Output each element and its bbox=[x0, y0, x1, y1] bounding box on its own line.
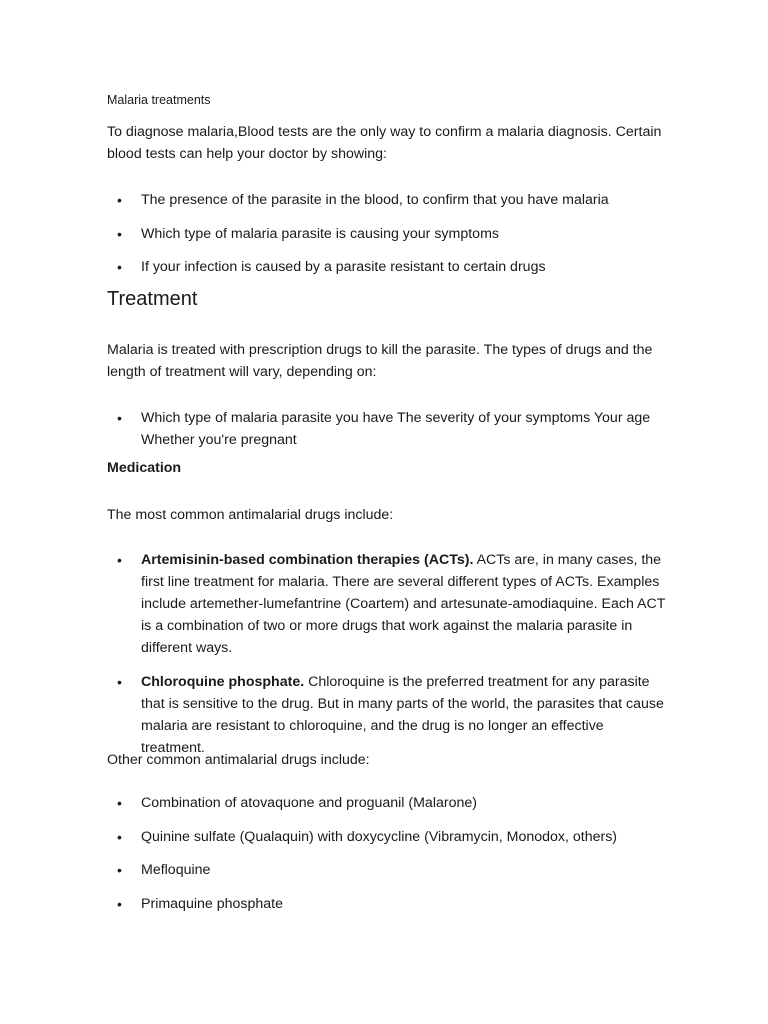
list-item bbox=[107, 223, 667, 245]
bullet-icon: • bbox=[117, 828, 122, 845]
bullet-icon: • bbox=[117, 674, 122, 690]
bullet-icon: • bbox=[117, 192, 122, 208]
common-drugs-intro: The most common antimalarial drugs include: bbox=[107, 507, 394, 523]
list-item-text: Which type of malaria parasite is causing your symptoms bbox=[141, 225, 499, 242]
list-item-text: Which type of malaria parasite you have The severity of your symptoms Your age Whether you're pregnant bbox=[141, 410, 651, 448]
intro-paragraph: To diagnose malaria,Blood tests are the only way to confirm a malaria diagnosis. Certain blood tests can help your doctor by showing: bbox=[107, 124, 662, 162]
list-item-text: The presence of the parasite in the blood, to confirm that you have malaria bbox=[141, 192, 609, 208]
medication-heading: Medication bbox=[107, 460, 182, 476]
common-drugs-list bbox=[107, 549, 667, 759]
bullet-icon: • bbox=[117, 862, 122, 878]
other-drugs-list bbox=[107, 792, 667, 915]
drug-name: Artemisinin-based combination therapies (ACTs). bbox=[141, 552, 474, 568]
list-item bbox=[107, 792, 667, 814]
list-item-text: Mefloquine bbox=[141, 862, 211, 878]
list-item bbox=[107, 549, 667, 659]
list-item bbox=[107, 893, 667, 915]
list-item bbox=[107, 256, 667, 278]
diagnosis-list bbox=[107, 189, 667, 278]
drug-description: ACTs are, in many cases, the first line treatment for malaria. There are several different types of ACTs. Examples include artemether-lumefantrine (Coartem) and artesunate-amodiaquine. Each ACT is a combination of two or more drugs that work against the malaria parasite in different ways. bbox=[141, 552, 666, 656]
list-item-text: Quinine sulfate (Qualaquin) with doxycycline (Vibramycin, Monodox, others) bbox=[141, 828, 618, 845]
list-item bbox=[107, 859, 667, 881]
bullet-icon: • bbox=[117, 410, 122, 426]
list-item bbox=[107, 407, 667, 451]
document-title: Malaria treatments bbox=[107, 93, 211, 107]
bullet-icon: • bbox=[117, 895, 122, 912]
list-item-text: If your infection is caused by a parasite resistant to certain drugs bbox=[141, 259, 546, 275]
factors-list bbox=[107, 407, 667, 451]
bullet-icon: • bbox=[117, 259, 122, 275]
bullet-icon: • bbox=[117, 552, 122, 568]
list-item bbox=[107, 189, 667, 211]
drug-description: Chloroquine is the preferred treatment for any parasite that is sensitive to the drug. But in many parts of the world, the parasites that cause malaria are resistant to chloroquine, and the drug is no longer an effective treatment. bbox=[141, 674, 664, 756]
bullet-icon: • bbox=[117, 225, 122, 242]
list-item bbox=[107, 671, 667, 759]
treatment-paragraph: Malaria is treated with prescription drugs to kill the parasite. The types of drugs and the length of treatment will vary, depending on: bbox=[107, 342, 653, 380]
drug-name: Chloroquine phosphate. bbox=[141, 674, 305, 690]
other-drugs-intro: Other common antimalarial drugs include: bbox=[107, 752, 370, 768]
treatment-heading: Treatment bbox=[107, 288, 198, 310]
bullet-icon: • bbox=[117, 795, 122, 811]
list-item bbox=[107, 826, 667, 848]
list-item-text: Primaquine phosphate bbox=[141, 895, 283, 912]
list-item-text: Combination of atovaquone and proguanil (Malarone) bbox=[141, 795, 477, 811]
